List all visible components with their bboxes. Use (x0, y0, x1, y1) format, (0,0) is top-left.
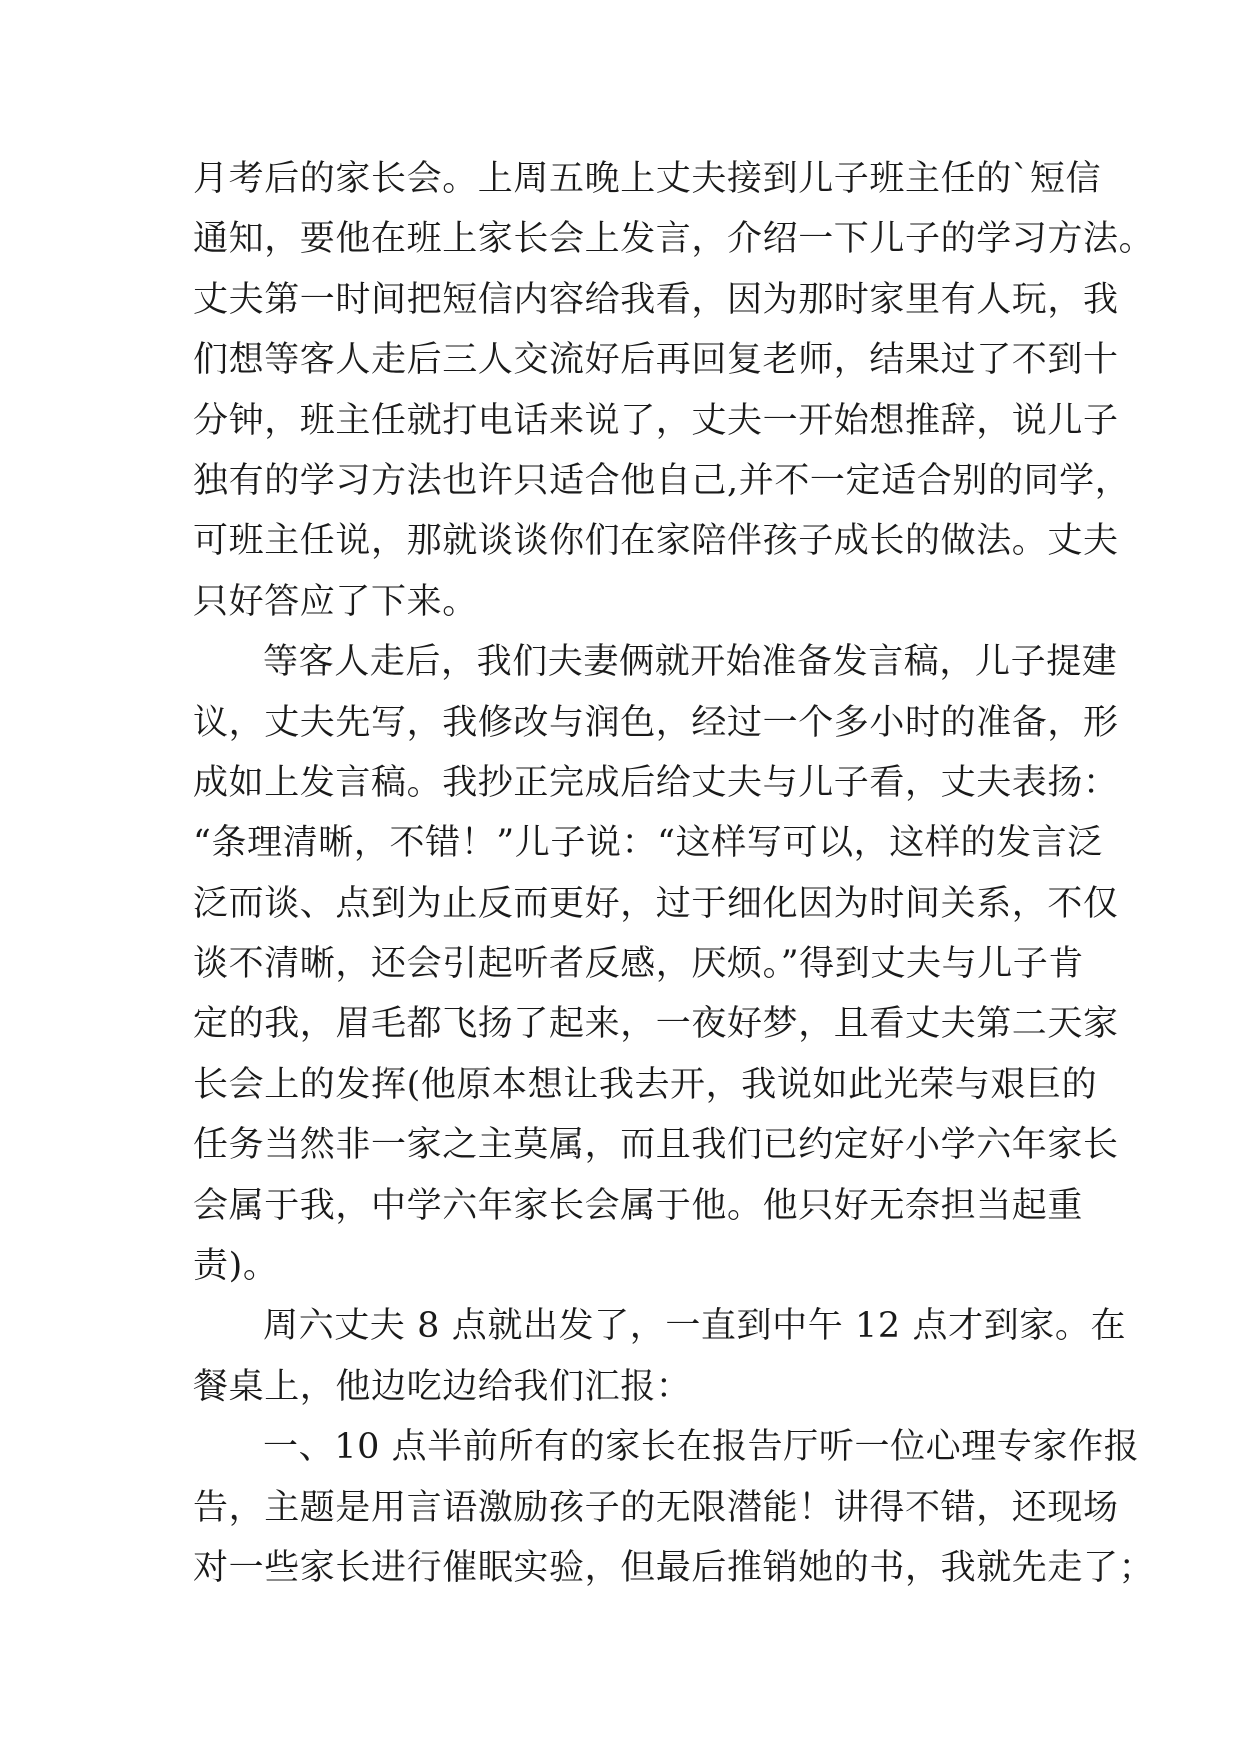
text-line: 定的我，眉毛都飞扬了起来，一夜好梦，且看丈夫第二天家 (193, 1004, 1119, 1045)
text-line: 月考后的家长会。上周五晚上丈夫接到儿子班主任的`短信 (193, 159, 1102, 199)
text-line: 独有的学习方法也许只适合他自己,并不一定适合别的同学， (193, 460, 1131, 501)
text-line: 只好答应了下来。 (193, 581, 478, 622)
text-line: 议，丈夫先写，我修改与润色，经过一个多小时的准备，形 (193, 702, 1119, 743)
text-line: 通知，要他在班上家长会上发言，介绍一下儿子的学习方法。 (193, 219, 1155, 260)
text-line: 责)。 (193, 1246, 279, 1287)
paragraph-first-line: 等客人走后，我们夫妻俩就开始准备发言稿，儿子提建 (263, 642, 1118, 683)
text-line: 告，主题是用言语激励孩子的无限潜能！讲得不错，还现场 (193, 1487, 1119, 1528)
text-line: 丈夫第一时间把短信内容给我看，因为那时家里有人玩，我 (193, 279, 1119, 320)
text-line: 对一些家长进行催眠实验，但最后推销她的书，我就先走了； (193, 1547, 1155, 1588)
text-line: 可班主任说，那就谈谈你们在家陪伴孩子成长的做法。丈夫 (193, 521, 1119, 562)
text-line: 们想等客人走后三人交流好后再回复老师，结果过了不到十 (193, 340, 1119, 381)
text-line: 会属于我，中学六年家长会属于他。他只好无奈担当起重 (193, 1185, 1084, 1226)
paragraph-first-line: 周六丈夫 8 点就出发了，一直到中午 12 点才到家。在 (263, 1306, 1127, 1347)
text-line: 成如上发言稿。我抄正完成后给丈夫与儿子看，丈夫表扬： (193, 762, 1119, 803)
text-line: 长会上的发挥(他原本想让我去开，我说如此光荣与艰巨的 (193, 1064, 1098, 1105)
text-line: 餐桌上，他边吃边给我们汇报： (193, 1366, 692, 1407)
document-body (193, 149, 1155, 1598)
text-line: 分钟，班主任就打电话来说了，丈夫一开始想推辞，说儿子 (193, 400, 1119, 441)
text-line: 泛而谈、点到为止反而更好，过于细化因为时间关系，不仅 (193, 883, 1119, 924)
text-line: “条理清晰，不错！”儿子说：“这样写可以，这样的发言泛 (193, 823, 1103, 864)
text-line: 任务当然非一家之主莫属，而且我们已约定好小学六年家长 (193, 1125, 1119, 1166)
text-line: 谈不清晰，还会引起听者反感，厌烦。”得到丈夫与儿子肯 (193, 944, 1084, 985)
paragraph-first-line: 一、10 点半前所有的家长在报告厅听一位心理专家作报 (263, 1427, 1140, 1468)
